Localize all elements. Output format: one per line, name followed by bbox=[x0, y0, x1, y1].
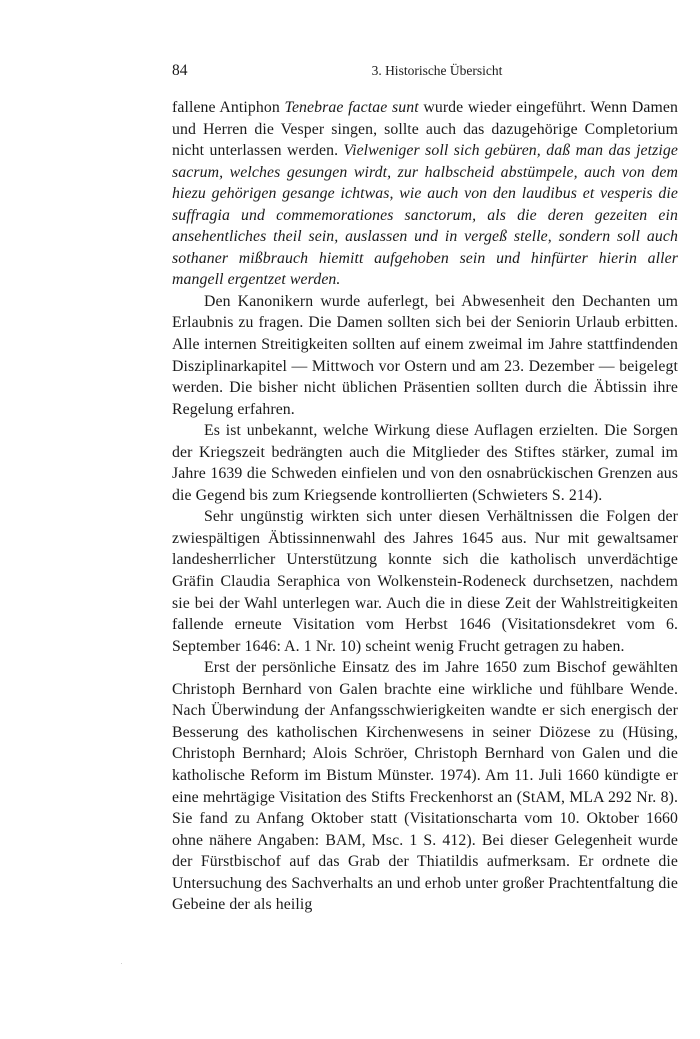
book-page bbox=[172, 62, 678, 916]
text-run: Es ist unbekannt, welche Wirkung diese Auflagen erzielten. Die Sorgen der Kriegszeit bedrängten auch die Mitglieder des Stiftes stärker, zumal im Jahre 1639 die Schweden einfielen und von den osnabrückischen Grenzen aus die Gegend bis zum Kriegsende kontrollierten (Schwieters S. 214). bbox=[172, 422, 678, 504]
scan-speck bbox=[121, 963, 122, 964]
paragraph bbox=[172, 291, 678, 420]
italic-quote: Vielweniger soll sich gebüren, daß man das jetzige sacrum, welches gesungen wirdt, zur halbscheid abstümpele, auch von dem hiezu gehörigen gesange ichtwas, wie auch von den laudibus et vesperis die suffragia und commemorationes sanctorum, als die deren gezeiten ein ansehentliches theil sein, auslassen und in vergeß stelle, sondern soll auch sothaner mißbrauch hiemitt aufgehoben sein und hinfürter hierin aller mangell ergentzet werden. bbox=[172, 142, 678, 289]
page-header bbox=[172, 62, 678, 84]
paragraph bbox=[172, 420, 678, 506]
text-run: Den Kanonikern wurde auferlegt, bei Abwesenheit den Dechanten um Erlaubnis zu fragen. Die Damen sollten sich bei der Seniorin Urlaub erbitten. Alle internen Streitigkeiten sollten auf einem zweimal im Jahre stattfindenden Disziplinarkapitel — Mittwoch vor Ostern und am 23. Dezember — beigelegt werden. Die bisher nicht üblichen Präsentien sollten durch die Äbtissin ihre Regelung erfahren. bbox=[172, 292, 678, 418]
page-number: 84 bbox=[172, 62, 188, 79]
text-run: Sehr ungünstig wirkten sich unter diesen Verhältnissen die Folgen der zwiespältigen Äbtissinnenwahl des Jahres 1645 aus. Nur mit gewaltsamer landesherrlicher Unterstützung konnte sich die katholisch unverdächtige Gräfin Claudia Seraphica von Wolkenstein-Rodeneck durchsetzen, nachdem sie bei der Wahl unterlegen war. Auch die in diese Zeit der Wahlstreitigkeiten fallende erneute Visitation vom Herbst 1646 (Visitationsdekret vom 6. September 1646: A. 1 Nr. 10) scheint wenig Frucht getragen zu haben. bbox=[172, 508, 678, 655]
paragraph bbox=[172, 506, 678, 657]
body-text bbox=[172, 97, 678, 916]
paragraph bbox=[172, 657, 678, 916]
italic-quote: Tenebrae factae sunt bbox=[284, 99, 419, 116]
text-run: wurde wieder eingeführt. Wenn Damen und Herren die Vesper singen, sollte auch das dazugehörige Completorium nicht unterlassen werden. bbox=[172, 99, 678, 160]
paragraph bbox=[172, 97, 678, 291]
running-head: 3. Historische Übersicht bbox=[371, 63, 503, 78]
text-run: fallene Antiphon bbox=[172, 99, 285, 116]
text-run: Erst der persönliche Einsatz des im Jahre 1650 zum Bischof gewählten Christoph Bernhard von Galen brachte eine wirkliche und fühlbare Wende. Nach Überwindung der Anfangsschwierigkeiten wandte er sich energisch der Besserung des katholischen Kirchenwesens in seiner Diözese zu (Hüsing, Christoph Bernhard; Alois Schröer, Christoph Bernhard von Galen und die katholische Reform im Bistum Münster. 1974). Am 11. Juli 1660 kündigte er eine mehrtägige Visitation des Stifts Freckenhorst an (StAM, MLA 292 Nr. 8). Sie fand zu Anfang Oktober statt (Visitationscharta vom 10. Oktober 1660 ohne nähere Angaben: BAM, Msc. 1 S. 412). Bei dieser Gelegenheit wurde der Fürstbischof auf das Grab der Thiatildis aufmerksam. Er ordnete die Untersuchung des Sachverhalts an und erhob unter großer Prachtentfaltung die Gebeine der als heilig bbox=[172, 659, 678, 914]
